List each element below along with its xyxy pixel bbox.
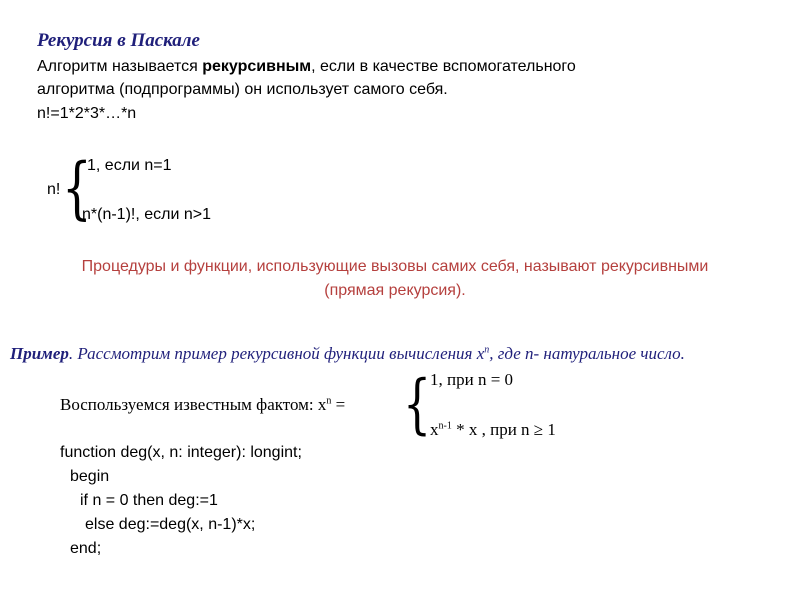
recursion-note-line-1: Процедуры и функции, использующие вызовы самих себя, называют рекурсивными [81,258,709,275]
example-text: . Рассмотрим пример рекурсивной функции вычисления x [68,344,485,363]
known-fact-case-2-exponent: n-1 [438,420,452,432]
example-line [10,344,685,364]
recursion-note-line-2: (прямая рекурсия). [324,282,466,299]
factorial-product: n!=1*2*3*…*n [37,105,137,122]
code-line-2: begin [70,468,110,485]
definition-pre: Алгоритм называется [37,58,203,75]
definition-term: рекурсивным [202,58,312,75]
example-tail: , где n- натуральное число. [489,344,685,363]
code-line-5: end; [70,540,102,557]
code-line-3: if n = 0 then deg:=1 [80,492,218,509]
factorial-case-2: n*(n-1)!, если n>1 [82,206,211,223]
example-exponent: n [484,344,490,356]
known-fact-case-1: 1, при n = 0 [430,370,514,389]
definition-post: , если в качестве вспомогательного [311,58,576,75]
code-line-1: function deg(x, n: integer): longint; [60,444,302,461]
known-fact-equals: = [331,395,346,414]
left-brace-icon: { [62,149,92,228]
known-fact-case-2 [430,420,556,440]
factorial-case-1: 1, если n=1 [87,157,172,174]
example-lead: Пример [10,344,69,363]
definition-line-2: алгоритма (подпрограммы) он использует самого себя. [37,81,448,98]
definition-line-1 [37,56,576,78]
known-fact-label [60,395,345,415]
left-brace-icon: { [403,367,432,442]
known-fact-case-2-rest: * x , при n ≥ 1 [451,420,556,439]
known-fact-exponent: n [326,395,332,407]
slide-title: Рекурсия в Паскале [37,30,200,51]
code-line-4: else deg:=deg(x, n-1)*x; [85,516,256,533]
factorial-label: n! [47,181,61,198]
known-fact-text: Воспользуемся известным фактом: x [60,395,327,414]
known-fact-case-2-base: x [430,420,439,439]
